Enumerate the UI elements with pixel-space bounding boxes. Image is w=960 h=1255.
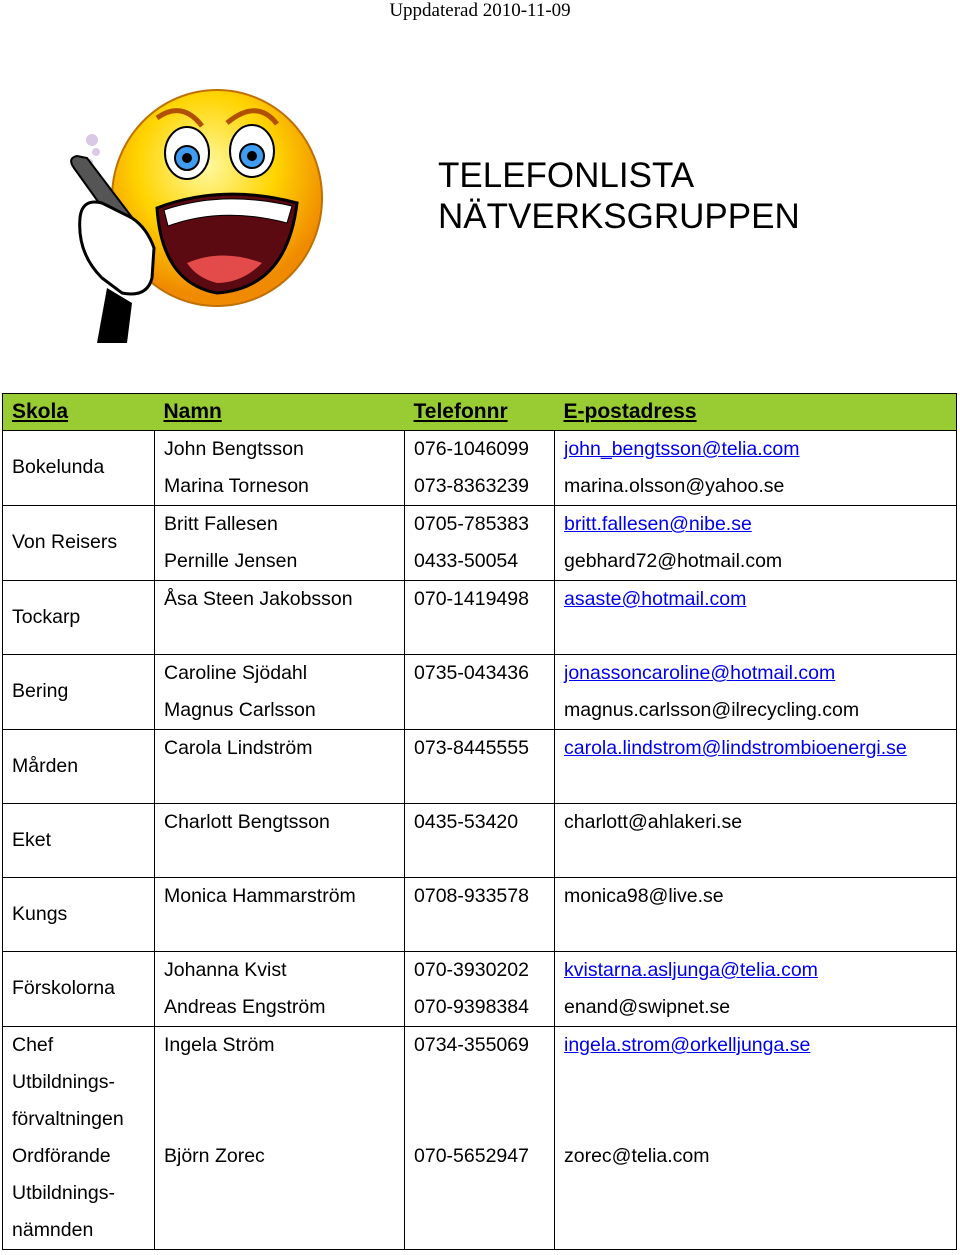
- email-cell: [555, 506, 957, 581]
- email-cell: [555, 804, 957, 878]
- person-name: Björn Zorec: [164, 1145, 265, 1167]
- person-name: Britt Fallesen: [164, 513, 278, 535]
- header-email: E-postadress: [555, 394, 957, 431]
- table-row: [3, 1027, 957, 1250]
- school-name: Bokelunda: [12, 456, 105, 478]
- table-row: [3, 730, 957, 804]
- name-cell: [155, 655, 405, 730]
- school-cell: [3, 506, 155, 581]
- person-name: Marina Torneson: [164, 475, 309, 497]
- email-line: [564, 506, 950, 543]
- email-text: zorec@telia.com: [564, 1145, 710, 1167]
- phone-number: [414, 692, 548, 729]
- school-cell: [3, 431, 155, 506]
- person-name: John Bengtsson: [164, 438, 304, 460]
- header-row: [3, 394, 957, 431]
- email-cell: [555, 878, 957, 952]
- email-cell: [555, 655, 957, 730]
- name-cell: [155, 952, 405, 1027]
- email-text: monica98@live.se: [564, 885, 724, 907]
- school-name: Von Reisers: [12, 531, 118, 553]
- name-cell: [155, 730, 405, 804]
- email-line: [564, 1027, 950, 1064]
- name-cell: [155, 878, 405, 952]
- school-name: Eket: [12, 829, 52, 851]
- phone-cell: [405, 581, 555, 655]
- school-cell: [3, 581, 155, 655]
- school-name: nämnden: [12, 1219, 94, 1241]
- school-cell: [3, 730, 155, 804]
- person-name: [164, 1064, 398, 1101]
- table-row: [3, 655, 957, 730]
- school-cell: [3, 1027, 155, 1250]
- person-name: Johanna Kvist: [164, 959, 287, 981]
- email-cell: [555, 431, 957, 506]
- email-link[interactable]: ingela.strom@orkelljunga.se: [564, 1034, 811, 1056]
- person-name: Monica Hammarström: [164, 885, 356, 907]
- phone-cell: [405, 952, 555, 1027]
- phone-cell: [405, 730, 555, 804]
- school-name: förvaltningen: [12, 1108, 124, 1130]
- phone-number: 0708-933578: [414, 885, 529, 907]
- email-line: [564, 989, 950, 1026]
- table-row: [3, 804, 957, 878]
- phone-number: 073-8363239: [414, 475, 529, 497]
- school-name: Chef: [12, 1034, 54, 1056]
- phone-cell: [405, 1027, 555, 1250]
- school-name: Utbildnings-: [12, 1182, 115, 1204]
- person-name: Pernille Jensen: [164, 550, 298, 572]
- school-cell: [3, 655, 155, 730]
- email-line: [564, 1101, 950, 1138]
- email-line: [564, 543, 950, 580]
- email-line: [564, 1138, 950, 1175]
- person-name: [164, 1101, 398, 1138]
- school-name: Mården: [12, 755, 79, 777]
- school-cell: [3, 952, 155, 1027]
- phone-number: 070-9398384: [414, 996, 529, 1018]
- name-cell: [155, 1027, 405, 1250]
- email-line: [564, 878, 950, 915]
- person-name: Carola Lindström: [164, 737, 313, 759]
- phone-number: 070-3930202: [414, 959, 529, 981]
- table-row: [3, 431, 957, 506]
- phone-cell: [405, 506, 555, 581]
- phone-number: 0705-785383: [414, 513, 529, 535]
- person-name: Åsa Steen Jakobsson: [164, 588, 353, 610]
- phone-number: [414, 1064, 548, 1101]
- phone-number: 073-8445555: [414, 737, 529, 759]
- phone-number: 070-5652947: [414, 1145, 529, 1167]
- phone-number: 076-1046099: [414, 438, 529, 460]
- email-text: magnus.carlsson@ilrecycling.com: [564, 699, 860, 721]
- name-cell: [155, 804, 405, 878]
- phone-number: 0735-043436: [414, 662, 529, 684]
- title-line-2: NÄTVERKSGRUPPEN: [438, 197, 800, 236]
- email-line: [564, 804, 950, 841]
- name-cell: [155, 506, 405, 581]
- email-link[interactable]: asaste@hotmail.com: [564, 588, 747, 610]
- email-line: [564, 581, 950, 618]
- email-cell: [555, 581, 957, 655]
- email-text: marina.olsson@yahoo.se: [564, 475, 785, 497]
- email-line: [564, 952, 950, 989]
- email-text: charlott@ahlakeri.se: [564, 811, 743, 833]
- person-name: Magnus Carlsson: [164, 699, 316, 721]
- email-cell: [555, 952, 957, 1027]
- phone-number: [414, 1101, 548, 1138]
- email-link[interactable]: carola.lindstrom@lindstrombioenergi.se: [564, 737, 907, 759]
- school-cell: [3, 804, 155, 878]
- email-link[interactable]: jonassoncaroline@hotmail.com: [564, 662, 836, 684]
- page-title: [438, 155, 800, 237]
- updated-date: Uppdaterad 2010-11-09: [389, 0, 571, 21]
- email-link[interactable]: kvistarna.asljunga@telia.com: [564, 959, 818, 981]
- phone-cell: [405, 431, 555, 506]
- email-line: [564, 468, 950, 505]
- table-row: [3, 506, 957, 581]
- email-line: [564, 655, 950, 692]
- phone-cell: [405, 655, 555, 730]
- name-cell: [155, 581, 405, 655]
- table-row: [3, 581, 957, 655]
- school-cell: [3, 878, 155, 952]
- phone-number: 0734-355069: [414, 1034, 529, 1056]
- school-name: Förskolorna: [12, 977, 115, 999]
- table-row: [3, 952, 957, 1027]
- phone-number: 070-1419498: [414, 588, 529, 610]
- person-name: Caroline Sjödahl: [164, 662, 308, 684]
- email-link[interactable]: john_bengtsson@telia.com: [564, 438, 800, 460]
- person-name: Charlott Bengtsson: [164, 811, 330, 833]
- header-phone: Telefonnr: [405, 394, 555, 431]
- phone-list-table: [2, 393, 957, 1250]
- phone-number: 0435-53420: [414, 811, 519, 833]
- header-school: Skola: [3, 394, 155, 431]
- name-cell: [155, 431, 405, 506]
- school-name: Tockarp: [12, 606, 81, 628]
- email-cell: [555, 730, 957, 804]
- person-name: Andreas Engström: [164, 996, 326, 1018]
- title-line-1: TELEFONLISTA: [438, 156, 695, 195]
- email-line: [564, 692, 950, 729]
- person-name: Ingela Ström: [164, 1034, 275, 1056]
- phone-cell: [405, 804, 555, 878]
- smiley-phone-illustration: [62, 78, 342, 348]
- email-line: [564, 1064, 950, 1101]
- phone-cell: [405, 878, 555, 952]
- email-text: enand@swipnet.se: [564, 996, 731, 1018]
- table-row: [3, 878, 957, 952]
- email-line: [564, 431, 950, 468]
- phone-number: 0433-50054: [414, 550, 519, 572]
- email-line: [564, 730, 950, 767]
- header-name: Namn: [155, 394, 405, 431]
- school-name: Ordförande: [12, 1145, 111, 1167]
- email-cell: [555, 1027, 957, 1250]
- email-text: gebhard72@hotmail.com: [564, 550, 783, 572]
- school-name: Utbildnings-: [12, 1071, 115, 1093]
- school-name: Bering: [12, 680, 69, 702]
- school-name: Kungs: [12, 903, 68, 925]
- email-link[interactable]: britt.fallesen@nibe.se: [564, 513, 752, 535]
